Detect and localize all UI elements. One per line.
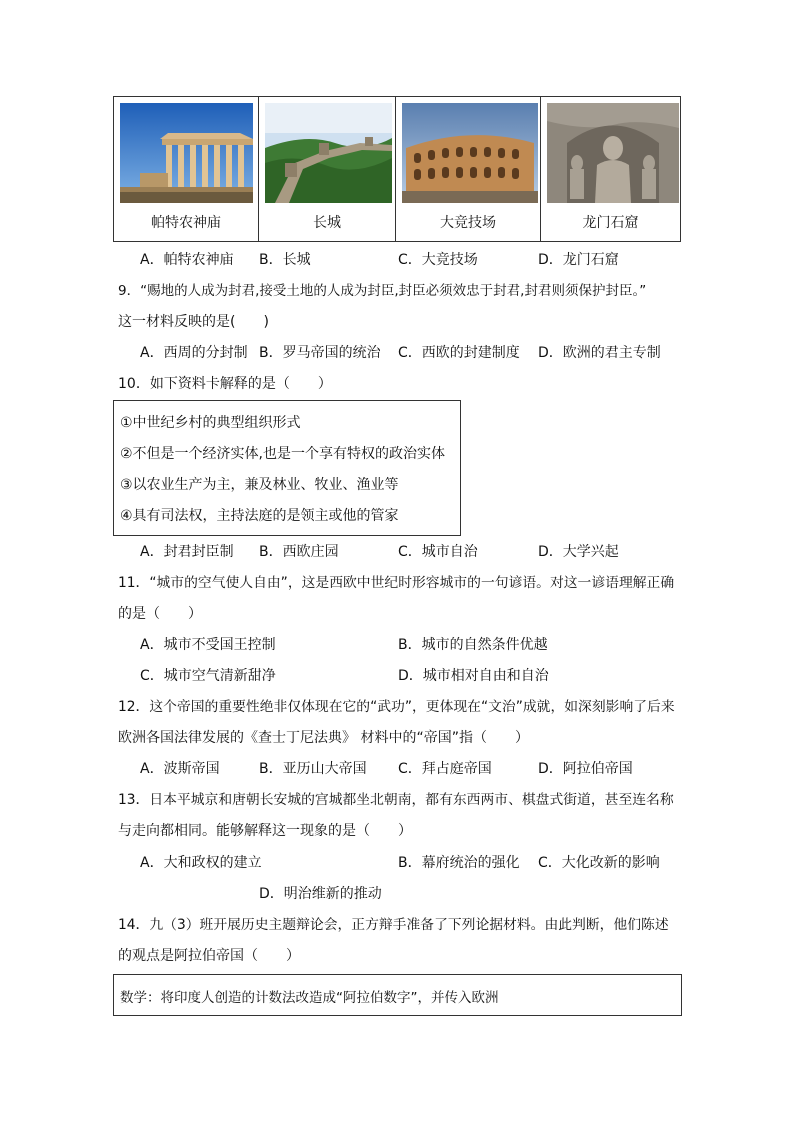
q8-cell-great-wall — [259, 97, 396, 241]
q13-option-a[interactable]: A．大和政权的建立 — [140, 855, 262, 871]
q14-stem-line1: 14．九（3）班开展历史主题辩论会，正方辩手准备了下列论据材料。由此判断，他们陈述 — [118, 917, 669, 933]
q9-stem-line2: 这一材料反映的是( ) — [118, 314, 269, 330]
q9-stem-line1: 9．“赐地的人成为封君,接受土地的人成为封臣,封臣必须效忠于封君,封君则须保护封臣。” — [118, 283, 647, 299]
q12-option-d[interactable]: D．阿拉伯帝国 — [538, 761, 633, 777]
q10-card-item-2: ②不但是一个经济实体,也是一个享有特权的政治实体 — [120, 446, 445, 462]
q13-option-d[interactable]: D．明治维新的推动 — [259, 886, 382, 902]
q11-stem-line2: 的是（ ） — [118, 606, 202, 622]
q12-option-b[interactable]: B．亚历山大帝国 — [259, 761, 367, 777]
q11-option-c[interactable]: C．城市空气清新甜净 — [140, 668, 276, 684]
q13-stem-line2: 与走向都相同。能够解释这一现象的是（ ） — [118, 823, 412, 839]
q10-option-a[interactable]: A．封君封臣制 — [140, 544, 234, 560]
longmen-grottoes-icon — [547, 103, 679, 203]
q14-material-text: 数学：将印度人创造的计数法改造成“阿拉伯数字”，并传入欧洲 — [120, 990, 499, 1006]
q12-stem-line1: 12．这个帝国的重要性绝非仅体现在它的“武功”，更体现在“文治”成就，如深刻影响了后来 — [118, 699, 675, 715]
q10-info-card — [113, 400, 461, 536]
q8-caption-colosseum: 大竞技场 — [440, 215, 496, 231]
q8-cell-colosseum — [396, 97, 541, 241]
q8-caption-parthenon: 帕特农神庙 — [151, 215, 221, 231]
colosseum-icon — [402, 103, 538, 203]
great-wall-icon — [265, 103, 392, 203]
q13-option-b[interactable]: B．幕府统治的强化 — [398, 855, 520, 871]
parthenon-icon — [120, 103, 253, 203]
q8-option-b[interactable]: B．长城 — [259, 252, 311, 268]
q10-card-item-3: ③以农业生产为主，兼及林业、牧业、渔业等 — [120, 477, 399, 493]
q8-caption-longmen: 龙门石窟 — [582, 215, 639, 231]
q12-option-a[interactable]: A．波斯帝国 — [140, 761, 220, 777]
q14-material-box — [113, 974, 682, 1016]
q9-option-a[interactable]: A．西周的分封制 — [140, 345, 248, 361]
q11-option-b[interactable]: B．城市的自然条件优越 — [398, 637, 548, 653]
q13-option-c[interactable]: C．大化改新的影响 — [538, 855, 660, 871]
q11-stem-line1: 11．“城市的空气使人自由”，这是西欧中世纪时形容城市的一句谚语。对这一谚语理解正确 — [118, 575, 675, 591]
q12-stem-line2: 欧洲各国法律发展的《查士丁尼法典》 材料中的“帝国”指（ ） — [118, 730, 529, 746]
q8-option-d[interactable]: D．龙门石窟 — [538, 252, 619, 268]
q8-option-c[interactable]: C．大竞技场 — [398, 252, 478, 268]
q8-option-a[interactable]: A．帕特农神庙 — [140, 252, 234, 268]
q10-stem: 10．如下资料卡解释的是（ ） — [118, 376, 332, 392]
q10-card-item-4: ④具有司法权，主持法庭的是领主或他的管家 — [120, 508, 399, 524]
q10-option-d[interactable]: D．大学兴起 — [538, 544, 619, 560]
q11-option-a[interactable]: A．城市不受国王控制 — [140, 637, 276, 653]
q8-image-table — [113, 96, 681, 242]
q9-option-c[interactable]: C．西欧的封建制度 — [398, 345, 520, 361]
q10-option-c[interactable]: C．城市自治 — [398, 544, 478, 560]
q10-card-item-1: ①中世纪乡村的典型组织形式 — [120, 415, 301, 431]
q13-stem-line1: 13．日本平城京和唐朝长安城的宫城都坐北朝南，都有东西两市、棋盘式街道，甚至连名称 — [118, 792, 674, 808]
q12-option-c[interactable]: C．拜占庭帝国 — [398, 761, 492, 777]
q14-stem-line2: 的观点是阿拉伯帝国（ ） — [118, 948, 300, 964]
q9-option-d[interactable]: D．欧洲的君主专制 — [538, 345, 661, 361]
q8-cell-longmen — [541, 97, 680, 241]
q11-option-d[interactable]: D．城市相对自由和自治 — [398, 668, 549, 684]
q9-option-b[interactable]: B．罗马帝国的统治 — [259, 345, 381, 361]
q8-cell-parthenon — [114, 97, 259, 241]
q8-caption-great-wall: 长城 — [313, 215, 341, 231]
q10-option-b[interactable]: B．西欧庄园 — [259, 544, 339, 560]
